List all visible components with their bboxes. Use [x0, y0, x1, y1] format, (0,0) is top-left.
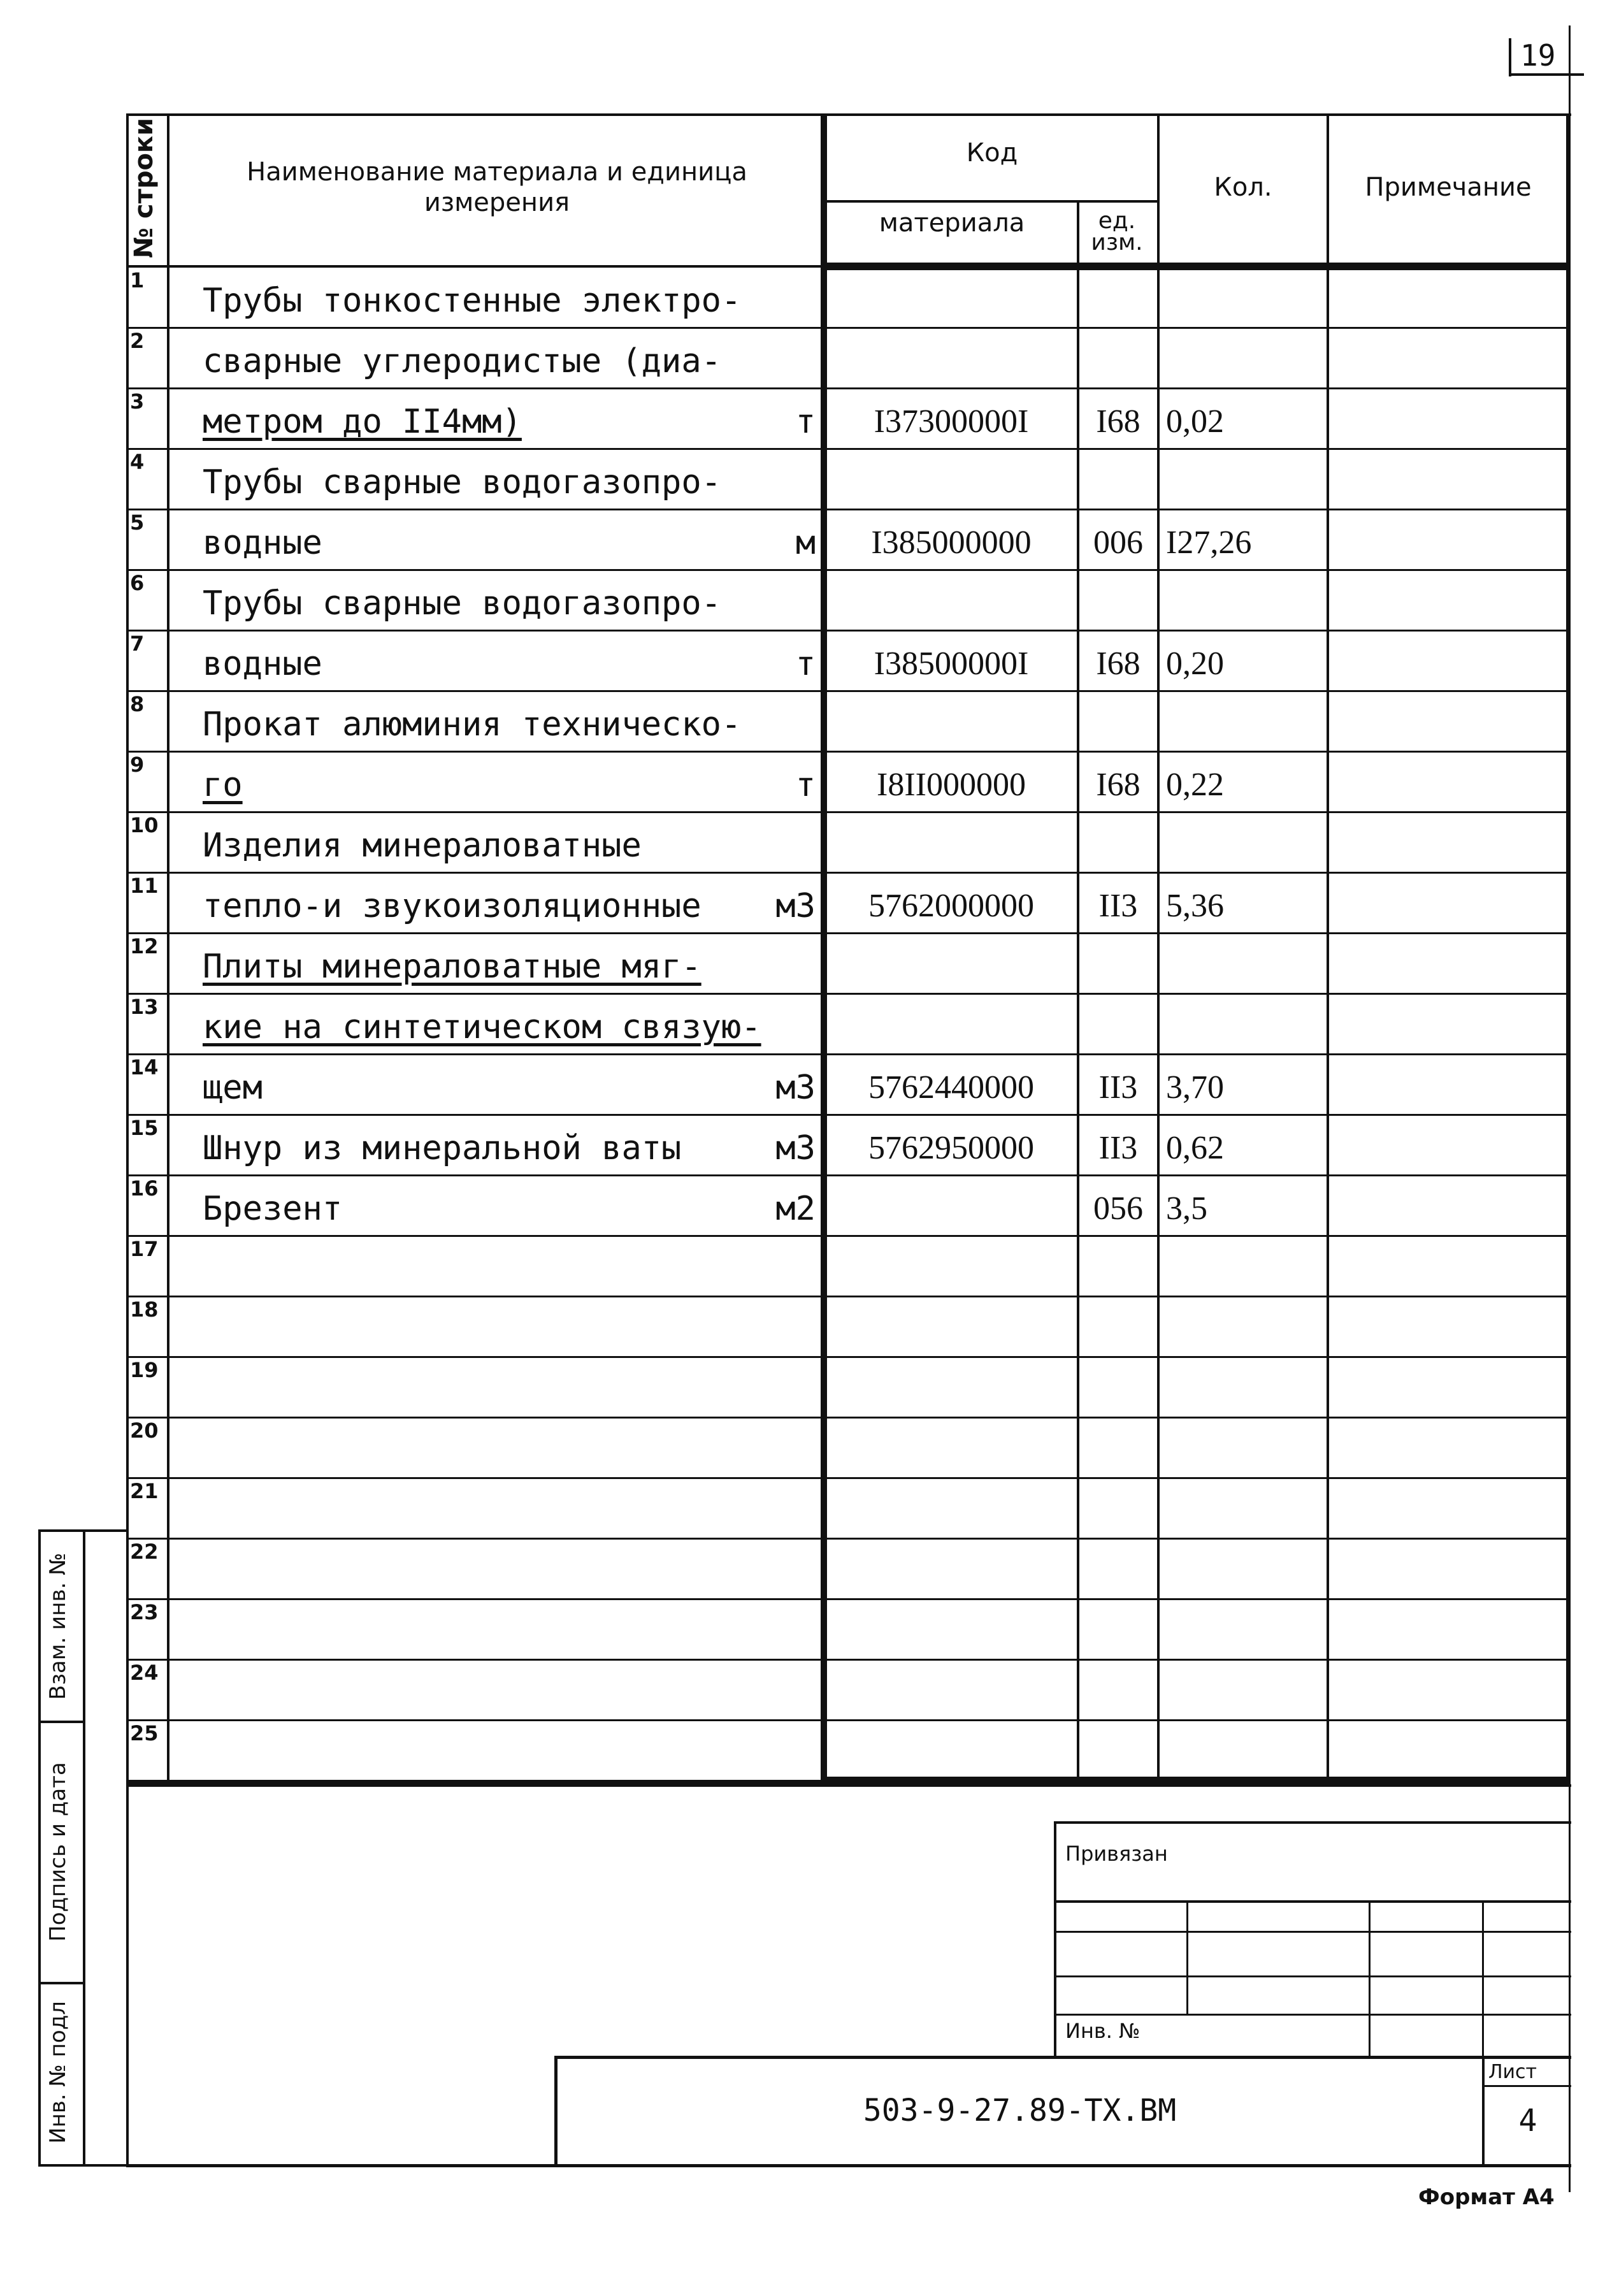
row-divider	[126, 327, 1567, 329]
row-name: щем	[203, 1069, 263, 1107]
row-material-code: I385000000	[871, 524, 1032, 561]
row-material-code: I38500000I	[874, 646, 1029, 682]
row-divider	[126, 1053, 1567, 1055]
row-material-code: I8II000000	[877, 767, 1026, 803]
row-name: кие на синтетическом связую-	[203, 1008, 761, 1046]
row-divider	[126, 1174, 1567, 1176]
corner-sheet-number-text: 19	[1520, 38, 1556, 73]
header-row-number: № строки	[129, 117, 159, 259]
row-qty: I27,26	[1166, 524, 1252, 561]
row-number: 24	[130, 1661, 159, 1685]
row-number: 5	[130, 510, 145, 535]
row-unit-code: I68	[1096, 403, 1140, 440]
row-qty: 3,70	[1166, 1069, 1224, 1106]
row-number: 23	[130, 1600, 159, 1624]
stamp-inv-no: Инв. №	[1065, 2019, 1140, 2043]
row-divider	[126, 1780, 1567, 1782]
header-code-material: материала	[879, 208, 1025, 238]
row-name: водные	[203, 645, 322, 683]
row-divider	[126, 630, 1567, 632]
row-unit: м3	[775, 1129, 816, 1167]
row-unit: м2	[775, 1190, 816, 1228]
row-number: 25	[130, 1721, 159, 1745]
sheet-label: Лист	[1488, 2061, 1537, 2083]
row-divider	[126, 1477, 1567, 1479]
row-divider	[126, 387, 1567, 389]
header-qty: Кол.	[1214, 173, 1272, 202]
row-divider	[126, 1417, 1567, 1419]
header-code-unit: ед. изм.	[1091, 208, 1143, 256]
row-divider	[126, 509, 1567, 510]
row-unit: м3	[775, 1069, 816, 1107]
row-number: 1	[130, 268, 145, 292]
row-unit: т	[795, 403, 816, 441]
row-name: сварные углеродистые (диа-	[203, 342, 721, 380]
row-unit-code: II3	[1098, 1069, 1138, 1106]
row-number: 15	[130, 1116, 159, 1140]
row-material-code: 5762950000	[868, 1130, 1034, 1166]
row-divider	[126, 1719, 1567, 1721]
corner-sheet-number	[1501, 38, 1584, 102]
row-material-code: 5762440000	[868, 1069, 1034, 1106]
sheet-number: 4	[1518, 2103, 1537, 2139]
row-name: водные	[203, 524, 322, 562]
row-number: 22	[130, 1540, 159, 1564]
row-number: 16	[130, 1176, 159, 1201]
row-number: 13	[130, 995, 159, 1019]
side-label-vzam-inv: Взам. инв. №	[45, 1552, 71, 1700]
row-divider	[126, 751, 1567, 753]
row-name: Трубы сварные водогазопро-	[203, 463, 721, 502]
row-name: го	[203, 766, 243, 804]
row-number: 9	[130, 753, 145, 777]
row-divider	[126, 993, 1567, 995]
row-material-code: I37300000I	[874, 403, 1029, 440]
row-divider	[126, 1296, 1567, 1297]
row-qty: 0,62	[1166, 1130, 1224, 1166]
row-qty: 3,5	[1166, 1190, 1207, 1227]
row-divider	[126, 932, 1567, 934]
row-number: 7	[130, 632, 145, 656]
row-qty: 5,36	[1166, 888, 1224, 924]
row-name: Плиты минераловатные мяг-	[203, 948, 702, 986]
row-name: Брезент	[203, 1190, 343, 1228]
row-divider	[126, 569, 1567, 571]
row-divider	[126, 448, 1567, 450]
row-unit-code: I68	[1096, 646, 1140, 682]
row-number: 6	[130, 571, 145, 595]
row-number: 10	[130, 813, 159, 837]
row-divider	[126, 872, 1567, 874]
row-qty: 0,02	[1166, 403, 1224, 440]
row-divider	[126, 1114, 1567, 1116]
row-number: 20	[130, 1419, 159, 1443]
row-unit: т	[795, 645, 816, 683]
row-number: 21	[130, 1479, 159, 1503]
row-unit: т	[795, 766, 816, 804]
row-divider	[126, 1356, 1567, 1358]
stamp-privyazan: Привязан	[1065, 1842, 1168, 1866]
row-qty: 0,20	[1166, 646, 1224, 682]
row-number: 3	[130, 389, 145, 414]
row-number: 14	[130, 1055, 159, 1079]
row-divider	[126, 1598, 1567, 1600]
side-label-podpis-data: Подпись и дата	[45, 1762, 71, 1942]
row-material-code: 5762000000	[868, 888, 1034, 924]
row-divider	[126, 811, 1567, 813]
row-name: Шнур из минеральной ваты	[203, 1129, 682, 1167]
row-name: Трубы сварные водогазопро-	[203, 584, 721, 623]
row-divider	[126, 1538, 1567, 1540]
row-unit: м	[795, 524, 816, 562]
row-name: метром до II4мм)	[203, 403, 522, 441]
row-name: Трубы тонкостенные электро-	[203, 282, 742, 320]
row-number: 19	[130, 1358, 159, 1382]
side-label-inv-podl: Инв. № подл	[45, 2001, 71, 2144]
header-note: Примечание	[1365, 173, 1532, 202]
row-unit-code: I68	[1096, 767, 1140, 803]
row-number: 12	[130, 934, 159, 958]
row-name: Прокат алюминия техническо-	[203, 705, 742, 744]
row-unit-code: II3	[1098, 1130, 1138, 1166]
row-unit: м3	[775, 887, 816, 925]
row-divider	[126, 690, 1567, 692]
format-label: Формат А4	[1418, 2184, 1555, 2210]
row-name: тепло-и звукоизоляционные	[203, 887, 702, 925]
row-unit-code: II3	[1098, 888, 1138, 924]
row-number: 2	[130, 329, 145, 353]
row-divider	[126, 1659, 1567, 1661]
row-number: 8	[130, 692, 145, 716]
row-number: 4	[130, 450, 145, 474]
row-qty: 0,22	[1166, 767, 1224, 803]
row-number: 18	[130, 1297, 159, 1322]
row-divider	[126, 1235, 1567, 1237]
header-code-group: Код	[966, 138, 1018, 168]
row-unit-code: 006	[1093, 524, 1143, 561]
row-name: Изделия минераловатные	[203, 827, 642, 865]
row-unit-code: 056	[1093, 1190, 1143, 1227]
row-number: 11	[130, 874, 159, 898]
document-code: 503-9-27.89-ТХ.ВМ	[863, 2093, 1177, 2128]
row-number: 17	[130, 1237, 159, 1261]
header-name: Наименование материала и единица измерения	[247, 157, 747, 217]
